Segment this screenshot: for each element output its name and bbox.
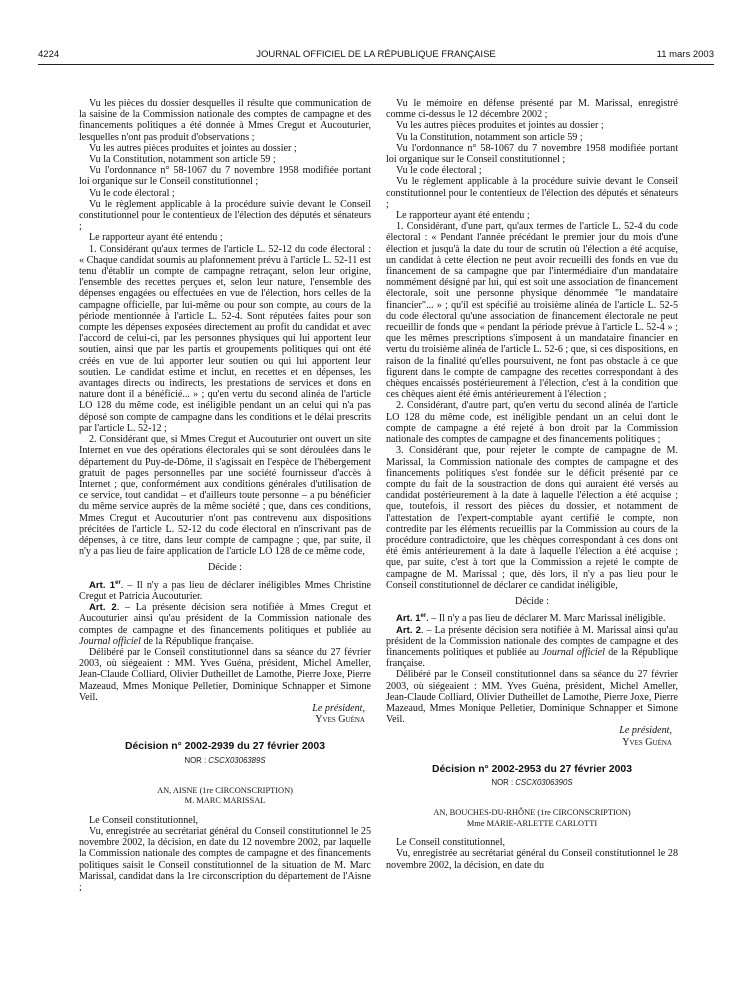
paragraph: Vu la Constitution, notamment son article 59 ; [396, 131, 583, 143]
right-intro-paragraphs [386, 98, 678, 591]
constituency: AN, BOUCHES-DU-RHÔNE (1re CIRCONSCRIPTION) [433, 808, 631, 818]
paragraph: Vu le code électoral ; [396, 165, 482, 177]
deliberation: Délibéré par le Conseil constitutionnel dans sa séance du 27 février 2003, où siégeaient : MM. Yves Guéna, président, Michel Ameller, Jean-Claude Colliard, Olivier Dutheillet de Lamothe, Pierre Joxe, Pierre Mazeaud, Mmes Monique Pelletier, Dominique Schnapper et Simone Veil. [386, 669, 678, 726]
president-name: Yves Guéna [315, 714, 365, 726]
candidate-name: M. MARC MARISSAL [184, 796, 266, 806]
article-1: Art. 1er. – Il n'y a pas lieu de déclarer M. Marc Marissal inéligible. [396, 613, 666, 625]
decide-heading: Décide : [515, 595, 549, 607]
decision-title: Décision n° 2002-2953 du 27 février 2003 [432, 763, 632, 775]
deliberation: Délibéré par le Conseil constitutionnel dans sa séance du 27 février 2003, où siégeaient : MM. Yves Guéna, président, Michel Ameller, Jean-Claude Colliard, Olivier Dutheillet de Lamothe, Pierre Joxe, Pierre Mazeaud, Mmes Monique Pelletier, Dominique Schnapper et Simone Veil. [79, 646, 371, 703]
constituency: AN, AISNE (1re CIRCONSCRIPTION) [157, 785, 293, 795]
president-title: Le président, [312, 702, 365, 714]
paragraph: Vu le mémoire en défense présenté par M. Marissal, enregistré comme ci-dessus le 12 décembre 2002 ; [386, 98, 678, 121]
paragraph: Vu les autres pièces produites et jointes au dossier ; [396, 120, 604, 132]
nor-reference: NOR : CSCX0306389S [184, 755, 266, 765]
paragraph: Le rapporteur ayant été entendu ; [396, 210, 530, 222]
paragraph: 3. Considérant que, pour rejeter le compte de campagne de M. Marissal, la Commission nationale des comptes de campagne et des financements politiques s'est fondée sur le déficit présenté par ce compte du fait de la soustraction de dons qui auraient été versés au candidat postérieurement à la date à laquelle l'élection a été acquise ; que, toutefois, il ressort des pièces du dossier, et notamment de l'attestation de l'expert-comptable ayant certifié le compte, non contredite par les éléments recueillis par la Commission au cours de la procédure contradictoire, que les chèques correspondant à ces dons ont été émis antérieurement à la date à laquelle l'élection a été acquise ; que, par suite, c'est à tort que la Commission a rejeté le compte de campagne de M. Marissal ; que, dès lors, il n'y a pas lieu pour le Conseil constitutionnel de déclarer ce candidat inéligible, [386, 445, 678, 591]
page-number: 4224 [38, 49, 60, 60]
journal-title: JOURNAL OFFICIEL DE LA RÉPUBLIQUE FRANÇAISE [256, 49, 496, 60]
article-label: Art. 1er [89, 579, 121, 591]
decision-title: Décision n° 2002-2939 du 27 février 2003 [125, 741, 325, 753]
nor-reference: NOR : CSCX0306390S [491, 777, 573, 787]
paragraph: 2. Considérant que, si Mmes Cregut et Aucouturier ont ouvert un site Internet en vue des opérations électorales qui se sont déroulées dans le département du Puy-de-Dôme, il s'agissait en l'espèce de l'hébergement gratuit de pages personnelles par une société fournisseur d'accès à Internet ; que, conformément aux conditions générales d'utilisation de ce service, tout candidat – et d'ailleurs toute personne – a pu bénéficier du même service auprès de la même société ; que, dans ces conditions, Mmes Cregut et Aucouturier n'ont pas contrevenu aux dispositions précitées de l'article L. 52-12 du code électoral en n'inscrivant pas de dépenses, à ce titre, dans leur compte de campagne ; que, par suite, il n'y a pas lieu de faire application de l'article LO 128 de ce même code, [79, 434, 371, 558]
paragraph: Vu l'ordonnance n° 58-1067 du 7 novembre 1958 modifiée portant loi organique sur le Conseil constitutionnel ; [79, 165, 371, 188]
paragraph: Vu les pièces du dossier desquelles il résulte que communication de la saisine de la Commission nationale des comptes de campagne et des financements politiques a été donnée à Mmes Cregut et Aucouturier, lesquelles n'ont pas produit d'observations ; [79, 98, 371, 143]
page-header [38, 49, 714, 63]
issue-date: 11 mars 2003 [656, 49, 714, 60]
candidate-name: Mme MARIE-ARLETTE CARLOTTI [466, 818, 598, 828]
left-intro-paragraphs [79, 98, 371, 557]
paragraph: Vu le règlement applicable à la procédure suivie devant le Conseil constitutionnel pour le contentieux de l'élection des députés et sénateurs ; [79, 198, 371, 233]
paragraph: Vu le code électoral ; [89, 187, 175, 199]
article-1: Art. 1er. – Il n'y a pas lieu de déclarer inéligibles Mmes Christine Cregut et Patricia Aucouturier. [79, 579, 371, 602]
decide-heading: Décide : [208, 562, 242, 574]
paragraph: Le rapporteur ayant été entendu ; [89, 232, 223, 244]
article-label: Art. 2 [89, 602, 117, 614]
paragraph: Le Conseil constitutionnel, [396, 837, 506, 849]
paragraph: Vu le règlement applicable à la procédure suivie devant le Conseil constitutionnel pour le contentieux de l'élection des députés et sénateurs ; [386, 176, 678, 210]
paragraph: 2. Considérant, d'autre part, qu'en vertu du second alinéa de l'article LO 128 du même code, est inéligible pendant un an celui dont le compte de campagne a été rejeté à bon droit par la Commission nationale des comptes de campagne et des financements politiques ; [386, 400, 678, 446]
paragraph: Vu, enregistrée au secrétariat général du Conseil constitutionnel le 25 novembre 2002, la décision, en date du 12 novembre 2002, par laquelle la Commission nationale des comptes de campagne et des financements politiques saisit le Conseil constitutionnel de la situation de M. Marc Marissal, candidat dans la 1re circonscription du département de l'Aisne ; [79, 825, 371, 893]
president-title: Le président, [619, 725, 672, 737]
paragraph: 1. Considérant, d'une part, qu'aux termes de l'article L. 52-4 du code électoral : « Pendant l'année précédant le premier jour du mois d'une élection et jusqu'à la date du tour de scrutin où l'élection a été acquise, un candidat à cette élection ne peut avoir recueilli des fonds en vue du financement de sa campagne que par l'intermédiaire d'un mandataire nommément désigné par lui, qui est soit une association de financement électorale, soit une personne physique dénommée "le mandataire financier"... » ; qu'il est spécifié au troisième alinéa de l'article L. 52-5 du code électoral qu'une association de financement électorale ne peut recueillir de fonds que « pendant la période prévue à l'article L. 52-4 » ; que les mêmes prescriptions s'imposent à un mandataire financier en vertu du troisième alinéa de l'article L. 52-6 ; que, si ces dispositions, en raison de la finalité qu'elles poursuivent, ne font pas obstacle à ce que figurent dans le compte de campagne des recettes correspondant à des chèques encaissés postérieurement à l'élection, c'est à la condition que ces chèques aient été émis antérieurement à l'élection ; [386, 221, 678, 401]
paragraph: Vu, enregistrée au secrétariat général du Conseil constitutionnel le 28 novembre 2002, la décision, en date du [386, 848, 678, 871]
article-2: Art. 2. – La présente décision sera notifiée à Mmes Cregut et Aucouturier ainsi qu'au président de la Commission nationale des comptes de campagne et des financements politiques et publiée au Journal officiel de la République française. [79, 602, 372, 647]
paragraph: Vu les autres pièces produites et jointes au dossier ; [89, 142, 297, 154]
paragraph: 1. Considérant qu'aux termes de l'article L. 52-12 du code électoral : « Chaque candidat soumis au plafonnement prévu à l'article L. 52-11 est tenu d'établir un compte de campagne retraçant, selon leur origine, l'ensemble des recettes perçues et, selon leur nature, l'ensemble des dépenses engagées ou effectuées en vue de l'élection, hors celles de la campagne officielle, par lui-même ou pour son compte, au cours de la période mentionnée à l'article L. 52-4. Sont réputées faites pour son compte les dépenses exposées directement au profit du candidat et avec l'accord de celui-ci, par les personnes physiques qui lui apportent leur soutien, ainsi que par les partis et groupements politiques qui ont été créés en vue de lui apporter leur soutien ou qui lui apportent leur soutien. Le candidat estime et inclut, en recettes et en dépenses, les avantages directs ou indirects, les prestations de services et dons en nature dont il a bénéficié... » ; qu'en vertu du second alinéa de l'article LO 128 du même code, est inéligible pendant un an celui qui n'a pas déposé son compte de campagne dans les conditions et le délai prescrits par l'article L. 52-12 ; [79, 243, 371, 434]
paragraph: Vu l'ordonnance n° 58-1067 du 7 novembre 1958 modifiée portant loi organique sur le Conseil constitutionnel ; [386, 142, 678, 166]
paragraph: Le Conseil constitutionnel, [89, 814, 199, 826]
header-rule [38, 64, 714, 65]
article-2: Art. 2. – La présente décision sera notifiée à M. Marissal ainsi qu'au président de la Commission nationale des comptes de campagne et des financements politiques et publiée au Journal officiel de la République française. [386, 624, 679, 670]
right-column [386, 98, 678, 871]
paragraph: Vu la Constitution, notamment son article 59 ; [89, 154, 276, 166]
article-label: Art. 1er [396, 613, 427, 625]
left-column [79, 98, 371, 893]
article-label: Art. 2 [396, 624, 422, 636]
president-name: Yves Guéna [622, 736, 672, 748]
